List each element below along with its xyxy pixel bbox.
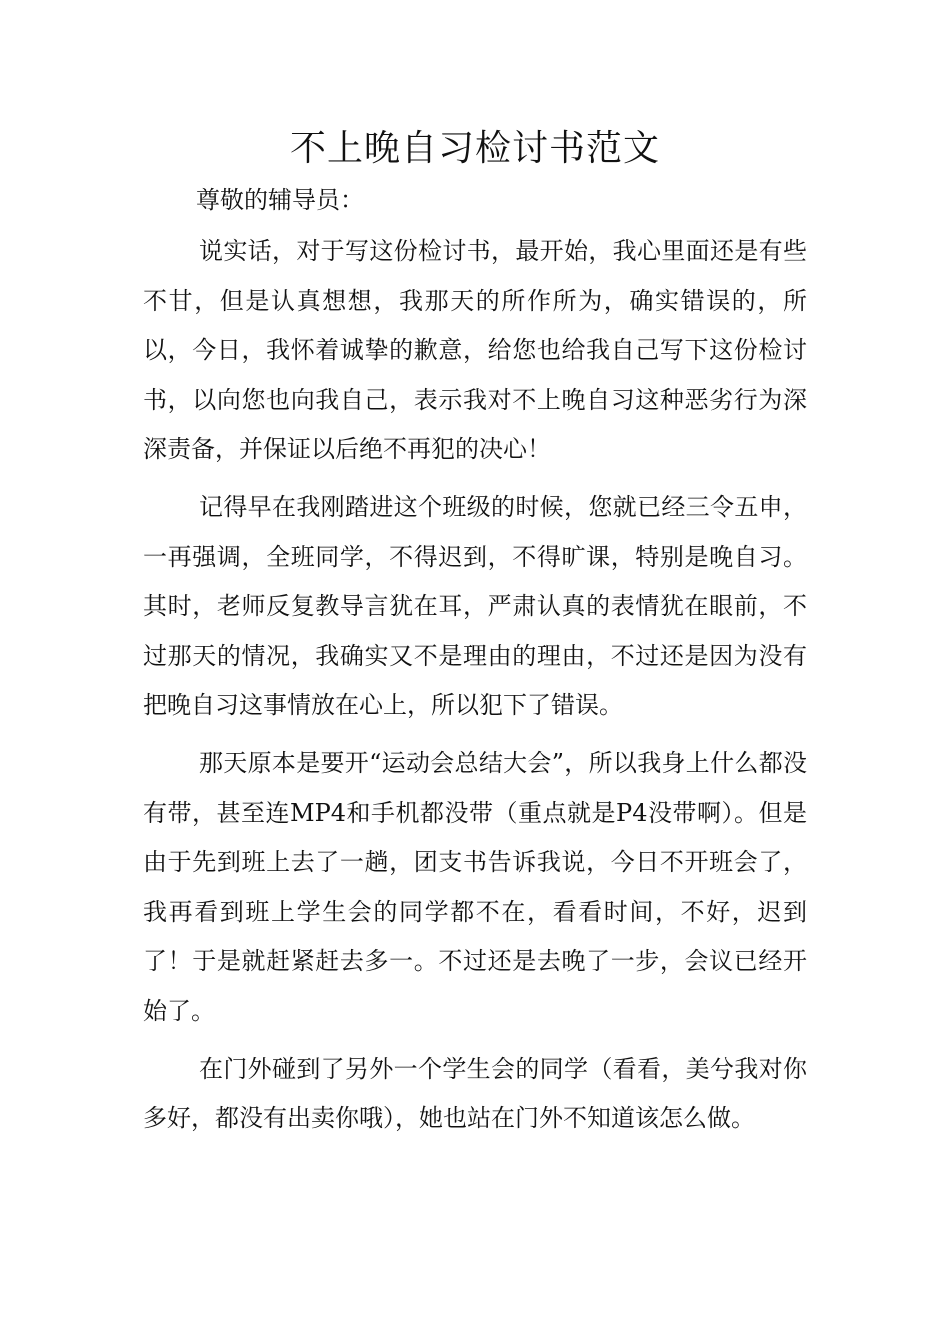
paragraph: 记得早在我刚踏进这个班级的时候，您就已经三令五申，一再强调，全班同学，不得迟到，不得旷课，特别是晚自习。其时，老师反复教导言犹在耳，严肃认真的表情犹在眼前，不过那天的情况，我确实又不是理由的理由，不过还是因为没有把晚自习这事情放在心上，所以犯下了错误。 [143, 492, 807, 720]
salutation: 尊敬的辅导员： [196, 186, 364, 214]
paragraph: 那天原本是要开“运动会总结大会”，所以我身上什么都没有带，甚至连MP4和手机都没带（重点就是P4没带啊）。但是由于先到班上去了一趟，团支书告诉我说，今日不开班会了，我再看到班上学生会的同学都不在，看看时间，不好，迟到了！于是就赶紧赶去多一。不过还是去晚了一步，会议已经开始了。 [143, 748, 807, 1025]
paragraph: 在门外碰到了另外一个学生会的同学（看看，美兮我对你多好，都没有出卖你哦），她也站在门外不知道该怎么做。 [143, 1054, 807, 1133]
document-body [143, 227, 807, 1152]
document-title: 不上晚自习检讨书范文 [289, 128, 660, 169]
paragraph: 说实话，对于写这份检讨书，最开始，我心里面还是有些不甘，但是认真想想，我那天的所作所为，确实错误的，所以，今日，我怀着诚挚的歉意，给您也给我自己写下这份检讨书，以向您也向我自己，表示我对不上晚自习这种恶劣行为深深责备，并保证以后绝不再犯的决心！ [143, 237, 807, 464]
